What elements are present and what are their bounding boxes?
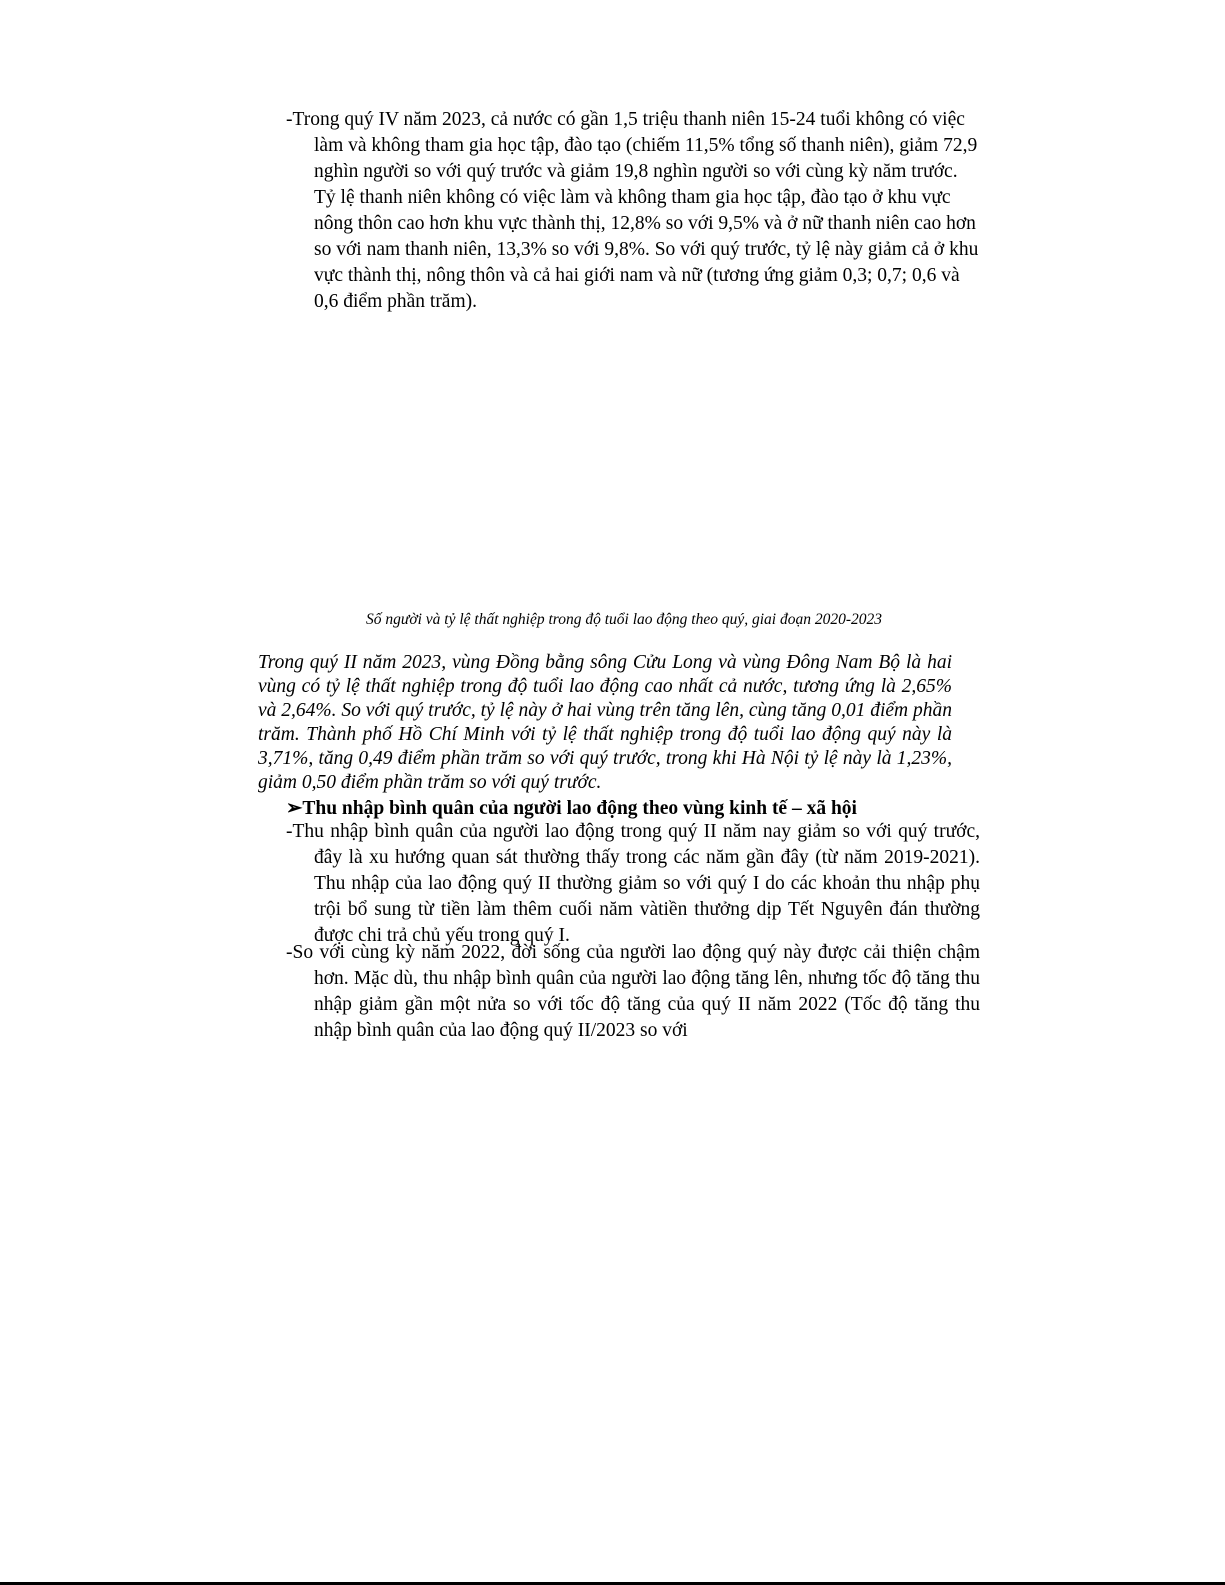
section-heading-text: Thu nhập bình quân của người lao động theo vùng kinh tế – xã hội	[302, 798, 857, 819]
paragraph-income-year-comparison: -So với cùng kỳ năm 2022, đời sống của người lao động quý này được cải thiện chậm hơn. Mặc dù, thu nhập bình quân của người lao động tăng lên, nhưng tốc độ tăng thu nhập giảm gần một nửa so với tốc độ tăng của quý II năm 2022 (Tốc độ tăng thu nhập bình quân của lao động quý II/2023 so với	[286, 942, 980, 1041]
paragraph-income-quarter: -Thu nhập bình quân của người lao động trong quý II năm nay giảm so với quý trước, đây là xu hướng quan sát thường thấy trong các năm gần đây (từ năm 2019-2021). Thu nhập của lao động quý II thường giảm so với quý I do các khoản thu nhập phụ trội bổ sung từ tiền làm thêm cuối năm vàtiền thưởng dịp Tết Nguyên đán thường được chi trả chủ yếu trong quý I.	[286, 821, 980, 946]
arrow-bullet-icon: ➢	[286, 798, 303, 819]
paragraph-youth-neet: -Trong quý IV năm 2023, cả nước có gần 1,5 triệu thanh niên 15-24 tuổi không có việc làm và không tham gia học tập, đào tạo (chiếm 11,5% tổng số thanh niên), giảm 72,9 nghìn người so với quý trước và giảm 19,8 nghìn người so với cùng kỳ năm trước. Tỷ lệ thanh niên không có việc làm và không tham gia học tập, đào tạo ở khu vực nông thôn cao hơn khu vực thành thị, 12,8% so với 9,5% và ở nữ thanh niên cao hơn so với nam thanh niên, 13,3% so với 9,8%. So với quý trước, tỷ lệ này giảm cả ở khu vực thành thị, nông thôn và cả hai giới nam và nữ (tương ứng giảm 0,3; 0,7; 0,6 và 0,6 điểm phần trăm).	[286, 109, 979, 312]
figure-caption: Số người và tỷ lệ thất nghiệp trong độ tuổi lao động theo quý, giai đoạn 2020-2023	[366, 611, 882, 628]
paragraph-regional-unemployment: Trong quý II năm 2023, vùng Đồng bằng sông Cửu Long và vùng Đông Nam Bộ là hai vùng có tỷ lệ thất nghiệp trong độ tuổi lao động cao nhất cả nước, tương ứng là 2,65% và 2,64%. So với quý trước, tỷ lệ này ở hai vùng trên tăng lên, cùng tăng 0,01 điểm phần trăm. Thành phố Hồ Chí Minh với tỷ lệ thất nghiệp trong độ tuổi lao động quý này là 3,71%, tăng 0,49 điểm phần trăm so với quý trước, trong khi Hà Nội tỷ lệ này là 1,23%, giảm 0,50 điểm phần trăm so với quý trước.	[258, 652, 952, 793]
